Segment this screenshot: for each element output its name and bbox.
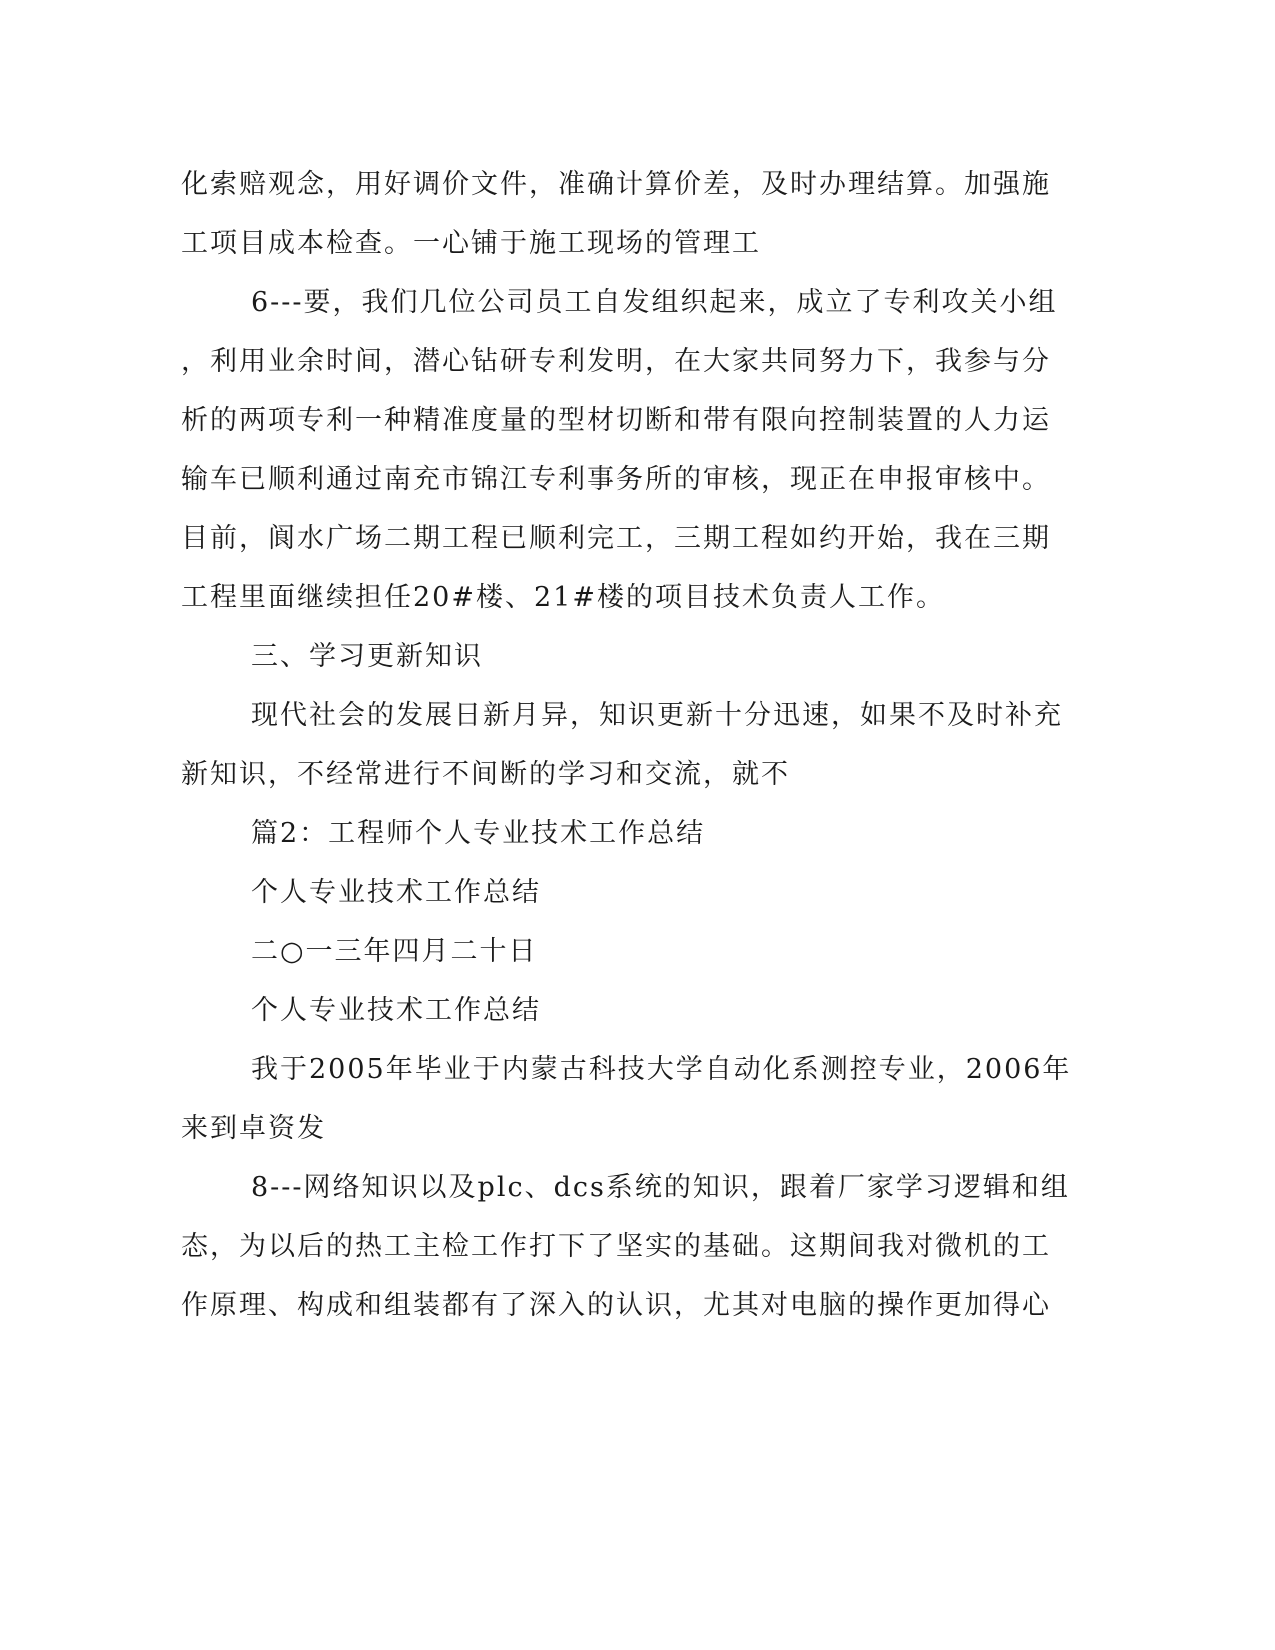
text-line: 来到卓资发 xyxy=(181,1113,326,1144)
text-line: 我于2005年毕业于内蒙古科技大学自动化系测控专业，2006年 xyxy=(251,1054,1072,1085)
text-line: 8---网络知识以及plc、dcs系统的知识，跟着厂家学习逻辑和组 xyxy=(251,1172,1070,1203)
text-line: 析的两项专利一种精准度量的型材切断和带有限向控制装置的人力运 xyxy=(181,405,1051,436)
text-line: ，利用业余时间，潜心钻研专利发明，在大家共同努力下，我参与分 xyxy=(181,346,1051,377)
text-line: 工程里面继续担任20#楼、21#楼的项目技术负责人工作。 xyxy=(181,582,945,613)
text-line: 6---要，我们几位公司员工自发组织起来，成立了专利攻关小组 xyxy=(251,287,1058,318)
document-body xyxy=(181,155,1072,1335)
document-date: 二○一三年四月二十日 xyxy=(251,936,538,967)
text-line: 工项目成本检查。一心铺于施工现场的管理工 xyxy=(181,228,761,259)
text-line: 新知识，不经常进行不间断的学习和交流，就不 xyxy=(181,759,790,790)
text-line: 现代社会的发展日新月异，知识更新十分迅速，如果不及时补充 xyxy=(251,700,1063,731)
document-title: 个人专业技术工作总结 xyxy=(251,995,541,1026)
article-title: 篇2：工程师个人专业技术工作总结 xyxy=(251,818,706,849)
document-title: 个人专业技术工作总结 xyxy=(251,877,541,908)
text-line: 态，为以后的热工主检工作打下了坚实的基础。这期间我对微机的工 xyxy=(181,1231,1051,1262)
section-heading: 三、学习更新知识 xyxy=(251,641,483,672)
text-line: 目前，阆水广场二期工程已顺利完工，三期工程如约开始，我在三期 xyxy=(181,523,1051,554)
text-line: 作原理、构成和组装都有了深入的认识，尤其对电脑的操作更加得心 xyxy=(181,1290,1051,1321)
text-line: 化索赔观念，用好调价文件，准确计算价差，及时办理结算。加强施 xyxy=(181,169,1051,200)
text-line: 输车已顺利通过南充市锦江专利事务所的审核，现正在申报审核中。 xyxy=(181,464,1051,495)
